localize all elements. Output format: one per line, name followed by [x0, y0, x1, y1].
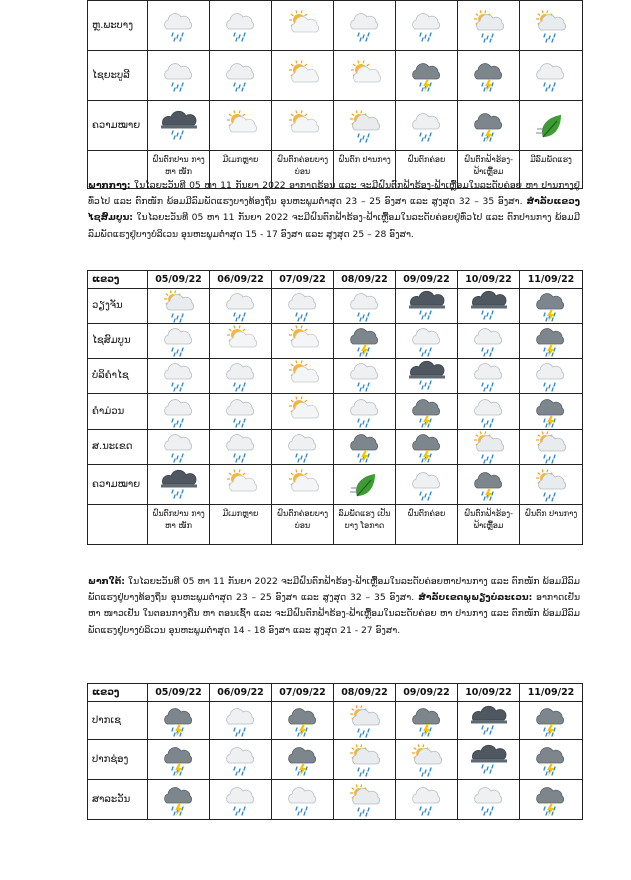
forecast-cell	[148, 702, 210, 740]
header-date: 09/09/22	[396, 684, 458, 702]
central-region-paragraph	[88, 178, 580, 243]
cloud-rain-icon	[223, 743, 259, 777]
thunder-cloud-icon	[533, 289, 569, 323]
legend-spacer	[88, 505, 148, 545]
header-date: 06/09/22	[210, 684, 272, 702]
province-name: ບໍລິຄຳໄຊ	[88, 359, 148, 394]
sun-cloud-icon	[285, 59, 321, 93]
forecast-cell	[210, 780, 272, 820]
legend-description: ມີເມກຫຼາຍ	[210, 151, 272, 189]
province-name: ຫຼ.ພະບາງ	[88, 1, 148, 51]
cloud-rain-icon	[409, 468, 445, 502]
forecast-cell	[520, 359, 583, 394]
forecast-cell	[334, 1, 396, 51]
sun-cloud-icon	[285, 324, 321, 358]
forecast-cell	[520, 1, 583, 51]
sun-cloud-rain-icon	[471, 430, 507, 464]
header-date: 10/09/22	[458, 684, 520, 702]
forecast-cell	[334, 101, 396, 151]
forecast-cell	[148, 465, 210, 505]
legend-description: ຝົນຕົກຄ່ອຍ	[396, 505, 458, 545]
header-date: 08/09/22	[334, 684, 396, 702]
table-row	[88, 1, 583, 51]
header-date: 07/09/22	[272, 271, 334, 289]
sun-cloud-rain-icon	[347, 743, 383, 777]
forecast-cell	[458, 359, 520, 394]
forecast-cell	[148, 51, 210, 101]
cloud-rain-icon	[471, 359, 507, 393]
cloud-rain-icon	[471, 395, 507, 429]
cloud-rain-icon	[285, 289, 321, 323]
forecast-cell	[396, 1, 458, 51]
xaisomboun-heading: ສຳລັບແຂວງ ໄຊສົມບູນ:	[88, 196, 580, 224]
southern-region-heading: ພາກໃຕ້:	[88, 576, 125, 587]
cloud-rain-icon	[409, 324, 445, 358]
forecast-cell	[272, 780, 334, 820]
cloud-rain-icon	[161, 59, 197, 93]
southern-region-text: ໃນໄລຍະວັນທີ 05 ຫາ 11 ກັນຍາ 2022 ຈະມີຝົນຕົກຟ້າຮ້ອງ-ຟ້າເຫຼື້ອມໃນລະດັບຄ່ອຍຫາປານກາງ ແລະ ຕົກໜັກ ພ້ອມມີລົມພັດແຮງຢູ່ບາງທ້ອງຖິ່ນ ອຸນຫະພູມຕໍ່າສຸດ 23 – 25 ອົງສາ ແລະ ສູງສຸດ 32 – 35 ອົງສາ.	[88, 576, 580, 604]
sun-cloud-icon	[223, 324, 259, 358]
thunder-cloud-icon	[471, 468, 507, 502]
sun-cloud-icon	[285, 468, 321, 502]
thunder-cloud-icon	[533, 743, 569, 777]
forecast-cell	[148, 430, 210, 465]
forecast-cell	[334, 740, 396, 780]
forecast-cell	[148, 780, 210, 820]
forecast-cell	[334, 780, 396, 820]
thunder-cloud-icon	[161, 704, 197, 738]
forecast-cell	[396, 101, 458, 151]
forecast-cell	[272, 394, 334, 430]
forecast-cell	[148, 740, 210, 780]
cloud-rain-icon	[347, 359, 383, 393]
forecast-cell	[396, 740, 458, 780]
forecast-cell	[458, 394, 520, 430]
cloud-rain-icon	[285, 783, 321, 817]
sun-cloud-rain-icon	[347, 109, 383, 143]
forecast-cell	[272, 51, 334, 101]
sun-cloud-icon	[285, 9, 321, 43]
forecast-cell	[210, 289, 272, 324]
forecast-cell	[520, 394, 583, 430]
sun-cloud-icon	[223, 109, 259, 143]
forecast-cell	[334, 324, 396, 359]
legend-description: ຝົນຕົກຄ່ອຍບາງ ບ່ອນ	[272, 505, 334, 545]
cloud-rain-icon	[533, 359, 569, 393]
forecast-cell	[458, 465, 520, 505]
forecast-cell	[458, 702, 520, 740]
forecast-cell	[334, 394, 396, 430]
cloud-rain-icon	[223, 289, 259, 323]
forecast-cell	[272, 324, 334, 359]
forecast-cell	[148, 101, 210, 151]
forecast-cell	[458, 324, 520, 359]
sun-cloud-icon	[347, 59, 383, 93]
thunder-cloud-icon	[533, 395, 569, 429]
table-row	[88, 101, 583, 151]
sun-cloud-rain-icon	[347, 783, 383, 817]
cloud-rain-icon	[223, 9, 259, 43]
thunder-cloud-icon	[285, 743, 321, 777]
sun-cloud-rain-icon	[347, 704, 383, 738]
forecast-cell	[210, 1, 272, 51]
cloud-rain-icon	[533, 59, 569, 93]
central-region-text: ໃນໄລຍະວັນທີ 05 ຫາ 11 ກັນຍາ 2022 ອາກາດຮ້ອນ ແລະ ຈະມີຝົນຕົກຟ້າຮ້ອງ-ຟ້າເຫຼື້ອມໃນລະດັບຄ່ອຍ ຫາ ປານກາງຢູ່ທົ່ວໄປ ແລະ ຕົກໜັກ ພ້ອມມີລົມພັດແຮງບາງທ້ອງຖິ່ນ ອຸນຫະພູມຕໍ່າສຸດ 23 – 25 ອົງສາ ແລະ ສູງສຸດ 32 – 35 ອົງສາ.	[88, 180, 580, 208]
cloud-rain-icon	[161, 9, 197, 43]
forecast-table-south	[87, 683, 583, 820]
province-name: ຄວາມໝາຍ	[88, 101, 148, 151]
legend-description: ຝົນຕົກປານ ກາງ ຫາ ໜັກ	[148, 505, 210, 545]
header-date: 11/09/22	[520, 271, 583, 289]
thunder-cloud-icon	[533, 783, 569, 817]
plateau-heading: ສຳລັບເຂດພູພຽງບໍລະເວນ:	[414, 592, 533, 604]
forecast-cell	[458, 289, 520, 324]
forecast-cell	[396, 465, 458, 505]
forecast-cell	[458, 780, 520, 820]
table-row	[88, 430, 583, 465]
cloud-rain-icon	[409, 783, 445, 817]
forecast-cell	[148, 394, 210, 430]
legend-description: ຝົນຕົກ ປານກາງ	[334, 151, 396, 189]
table-row	[88, 324, 583, 359]
forecast-cell	[520, 289, 583, 324]
legend-description: ຝົນຕົກຄ່ອຍ	[396, 151, 458, 189]
legend-description: ມີເມກຫຼາຍ	[210, 505, 272, 545]
forecast-cell	[210, 324, 272, 359]
cloud-rain-icon	[471, 324, 507, 358]
cloud-rain-icon	[285, 430, 321, 464]
forecast-cell	[520, 780, 583, 820]
table-row	[88, 359, 583, 394]
cloud-rain-icon	[161, 430, 197, 464]
forecast-cell	[396, 702, 458, 740]
cloud-rain-icon	[409, 109, 445, 143]
table-header-row	[88, 271, 583, 289]
forecast-cell	[396, 359, 458, 394]
storm-cloud-icon	[471, 289, 507, 323]
cloud-rain-icon	[223, 430, 259, 464]
forecast-cell	[272, 1, 334, 51]
legend-description: ລົມພັດແຮງ ເປັນບາງ ໂອກາດ	[334, 505, 396, 545]
header-date: 05/09/22	[148, 271, 210, 289]
table-row	[88, 702, 583, 740]
header-date: 05/09/22	[148, 684, 210, 702]
forecast-cell	[272, 702, 334, 740]
forecast-cell	[272, 465, 334, 505]
forecast-cell	[148, 289, 210, 324]
thunder-cloud-icon	[409, 704, 445, 738]
province-name: ຄຳມ່ວນ	[88, 394, 148, 430]
sun-cloud-rain-icon	[161, 289, 197, 323]
storm-cloud-icon	[161, 109, 197, 143]
forecast-cell	[210, 101, 272, 151]
forecast-cell	[520, 101, 583, 151]
forecast-cell	[148, 1, 210, 51]
legend-description: ຝົນຕົກຟ້າຮ້ອງ- ຟ້າເຫຼື້ອມ	[458, 505, 520, 545]
forecast-cell	[520, 465, 583, 505]
sun-cloud-rain-icon	[533, 9, 569, 43]
table-row	[88, 289, 583, 324]
cloud-rain-icon	[223, 359, 259, 393]
cloud-rain-icon	[347, 395, 383, 429]
province-name: ໄຊຍະບູລີ	[88, 51, 148, 101]
forecast-cell	[520, 430, 583, 465]
legend-description: ຝົນຕົກຟ້າຮ້ອງ- ຟ້າເຫຼື້ອມ	[458, 151, 520, 189]
thunder-cloud-icon	[347, 430, 383, 464]
forecast-cell	[272, 101, 334, 151]
cloud-rain-icon	[161, 324, 197, 358]
storm-cloud-icon	[409, 359, 445, 393]
legend-description: ມີລົມພັດແຮງ	[520, 151, 583, 189]
forecast-cell	[458, 1, 520, 51]
forecast-cell	[334, 51, 396, 101]
province-name: ປາກຊ່ອງ	[88, 740, 148, 780]
forecast-cell	[396, 430, 458, 465]
forecast-cell	[520, 51, 583, 101]
forecast-cell	[396, 324, 458, 359]
forecast-cell	[458, 51, 520, 101]
legend-row	[88, 505, 583, 545]
forecast-table-north	[87, 0, 583, 189]
legend-description: ຝົນຕົກຄ່ອຍບາງ ບ່ອນ	[272, 151, 334, 189]
forecast-cell	[458, 430, 520, 465]
thunder-cloud-icon	[471, 109, 507, 143]
forecast-cell	[210, 702, 272, 740]
table-row	[88, 740, 583, 780]
forecast-cell	[210, 394, 272, 430]
table-row	[88, 51, 583, 101]
storm-cloud-icon	[471, 704, 507, 738]
sun-cloud-icon	[223, 468, 259, 502]
thunder-cloud-icon	[533, 704, 569, 738]
header-date: 06/09/22	[210, 271, 272, 289]
xaisomboun-text: ໃນໄລຍະວັນທີ 05 ຫາ 11 ກັນຍາ 2022 ຈະມີຝົນຕົກຟ້າຮ້ອງ-ຟ້າເຫຼື້ອມໃນລະດັບຄ່ອຍຢູ່ທົ່ວໄປ ແລະ ຕົກປານກາງ ພ້ອມມີລົມພັດແຮງຢູ່ບາງບໍລິເວນ ອຸນຫະພູມຕໍ່າສຸດ 15 - 17 ອົງສາ ແລະ ສູງສຸດ 25 – 28 ອົງສາ.	[88, 212, 580, 240]
storm-cloud-icon	[409, 289, 445, 323]
header-date: 08/09/22	[334, 271, 396, 289]
table-header-row	[88, 684, 583, 702]
forecast-cell	[334, 465, 396, 505]
forecast-cell	[272, 289, 334, 324]
forecast-cell	[210, 359, 272, 394]
cloud-rain-icon	[161, 395, 197, 429]
forecast-cell	[148, 359, 210, 394]
province-name: ຄວາມໝາຍ	[88, 465, 148, 505]
cloud-rain-icon	[223, 395, 259, 429]
forecast-cell	[210, 740, 272, 780]
cloud-rain-icon	[347, 289, 383, 323]
legend-description: ຝົນຕົກປານ ກາງ ຫາ ໜັກ	[148, 151, 210, 189]
southern-region-paragraph	[88, 574, 580, 639]
table-row	[88, 780, 583, 820]
thunder-cloud-icon	[471, 59, 507, 93]
thunder-cloud-icon	[347, 324, 383, 358]
storm-cloud-icon	[471, 743, 507, 777]
leaf-wind-icon	[347, 468, 383, 502]
leaf-wind-icon	[533, 109, 569, 143]
forecast-cell	[396, 780, 458, 820]
forecast-cell	[272, 430, 334, 465]
cloud-rain-icon	[223, 59, 259, 93]
central-region-heading: ພາກກາງ:	[88, 180, 131, 191]
forecast-cell	[396, 289, 458, 324]
forecast-cell	[520, 324, 583, 359]
forecast-cell	[148, 324, 210, 359]
storm-cloud-icon	[161, 468, 197, 502]
header-date: 11/09/22	[520, 684, 583, 702]
header-date: 09/09/22	[396, 271, 458, 289]
forecast-cell	[396, 394, 458, 430]
forecast-cell	[334, 359, 396, 394]
forecast-cell	[210, 465, 272, 505]
cloud-rain-icon	[223, 783, 259, 817]
forecast-cell	[272, 359, 334, 394]
cloud-rain-icon	[471, 783, 507, 817]
thunder-cloud-icon	[409, 395, 445, 429]
sun-cloud-rain-icon	[471, 9, 507, 43]
forecast-cell	[272, 740, 334, 780]
table-row	[88, 394, 583, 430]
legend-description: ຝົນຕົກ ປານກາງ	[520, 505, 583, 545]
forecast-cell	[520, 740, 583, 780]
header-date: 10/09/22	[458, 271, 520, 289]
thunder-cloud-icon	[409, 59, 445, 93]
forecast-cell	[334, 702, 396, 740]
cloud-rain-icon	[347, 9, 383, 43]
forecast-cell	[520, 702, 583, 740]
sun-cloud-rain-icon	[409, 743, 445, 777]
forecast-table-central	[87, 270, 583, 545]
sun-cloud-rain-icon	[533, 430, 569, 464]
province-name: ສ.ນະເຂດ	[88, 430, 148, 465]
forecast-cell	[458, 740, 520, 780]
thunder-cloud-icon	[285, 704, 321, 738]
cloud-rain-icon	[409, 9, 445, 43]
forecast-cell	[458, 101, 520, 151]
thunder-cloud-icon	[533, 324, 569, 358]
forecast-cell	[334, 430, 396, 465]
province-name: ສາລະວັນ	[88, 780, 148, 820]
sun-cloud-icon	[285, 359, 321, 393]
header-province: ແຂວງ	[88, 684, 148, 702]
sun-cloud-icon	[285, 109, 321, 143]
cloud-rain-icon	[161, 359, 197, 393]
cloud-rain-icon	[223, 704, 259, 738]
thunder-cloud-icon	[161, 783, 197, 817]
plateau-text: ອາກາດເຢັນ ຫາ ໜາວເຢັນ ໃນຕອນກາງຄືນ ຫາ ຕອນເຊົ້າ ແລະ ຈະມີຝົນຕົກຟ້າຮ້ອງ-ຟ້າເຫຼື້ອມໃນລະດັບຄ່ອຍ ຫາ ປານກາງ ແລະ ຕົກໜັກ ພ້ອມມີລົມພັດແຮງຢູ່ບາງບໍລິເວນ ອຸນຫະພູມຕໍ່າສຸດ 14 - 18 ອົງສາ ແລະ ສູງສຸດ 21 - 27 ອົງສາ.	[88, 592, 581, 636]
thunder-cloud-icon	[409, 430, 445, 464]
province-name: ວຽງຈັນ	[88, 289, 148, 324]
sun-cloud-icon	[285, 395, 321, 429]
forecast-cell	[210, 430, 272, 465]
forecast-cell	[210, 51, 272, 101]
forecast-cell	[334, 289, 396, 324]
table-row	[88, 465, 583, 505]
sun-cloud-rain-icon	[533, 468, 569, 502]
thunder-cloud-icon	[161, 743, 197, 777]
province-name: ປາກເຊ	[88, 702, 148, 740]
header-province: ແຂວງ	[88, 271, 148, 289]
forecast-cell	[396, 51, 458, 101]
header-date: 07/09/22	[272, 684, 334, 702]
province-name: ໄຊສົມບູນ	[88, 324, 148, 359]
